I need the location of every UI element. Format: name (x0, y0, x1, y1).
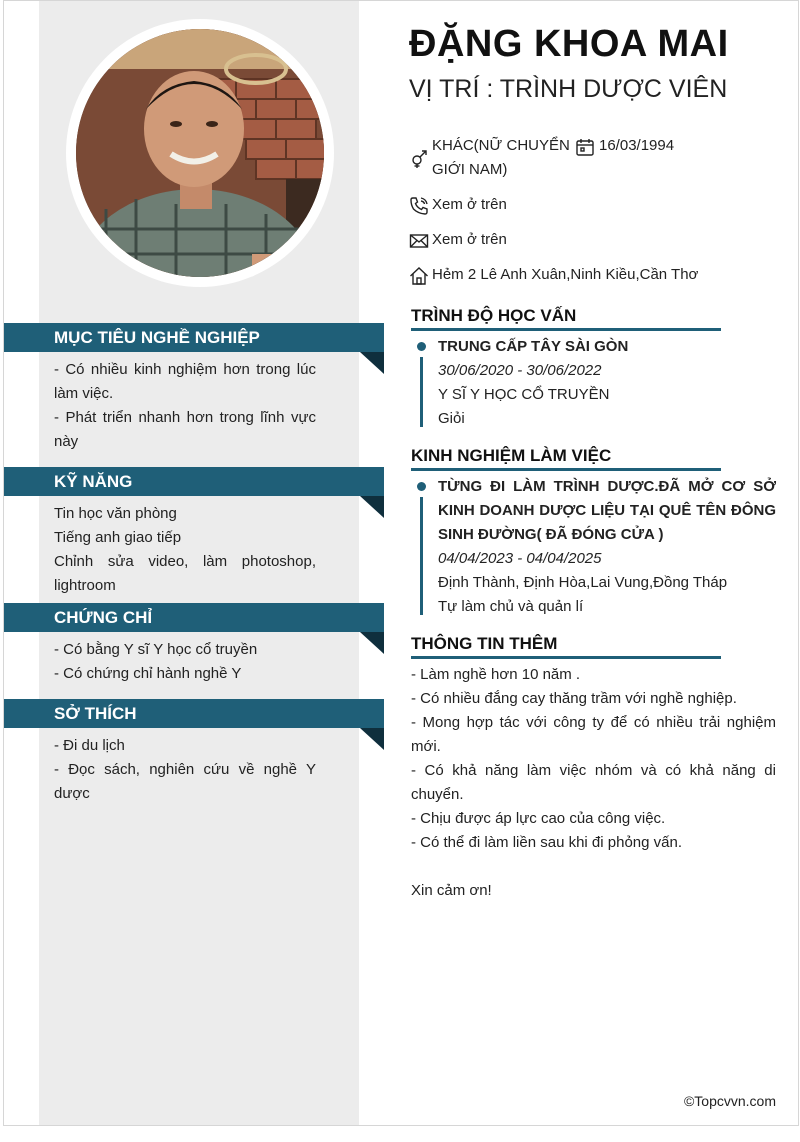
extra-line: - Có khả năng làm việc nhóm và có khả năng di chuyển. (411, 762, 776, 803)
gender-icon (409, 149, 429, 169)
timeline-line (420, 357, 423, 427)
phone-value: Xem ở trên (432, 196, 507, 213)
mail-icon (409, 231, 429, 251)
section-objective-title: MỤC TIÊU NGHỀ NGHIỆP (4, 323, 384, 352)
extra-line: - Mong hợp tác với công ty để có nhiều trải nghiệm mới. (411, 714, 776, 755)
skill-line: Tiếng anh giao tiếp (54, 529, 182, 546)
skill-line: Tin học văn phòng (54, 505, 177, 522)
copyright: ©Topcvvn.com (683, 1093, 776, 1109)
education-major: Y SĨ Y HỌC CỔ TRUYỀN (438, 386, 610, 403)
extra-info (411, 663, 776, 903)
objective-line: - Có nhiều kinh nghiệm hơn trong lúc làm việc. (54, 361, 316, 402)
section-extra-title: THÔNG TIN THÊM (411, 633, 721, 659)
calendar-icon (575, 137, 595, 157)
timeline-line (420, 497, 423, 615)
hobby-line: - Đi du lịch (54, 737, 125, 754)
gender-value: KHÁC(NỮ CHUYỂN GIỚI NAM) (432, 137, 570, 178)
certificate-line: - Có bằng Y sĩ Y học cổ truyền (54, 641, 258, 658)
candidate-name: ĐẶNG KHOA MAI (409, 23, 729, 65)
ribbon-fold (360, 496, 384, 518)
timeline-dot (417, 342, 426, 351)
experience-role: TỪNG ĐI LÀM TRÌNH DƯỢC.ĐÃ MỞ CƠ SỞ KINH DOANH DƯỢC LIỆU TẠI QUÊ TÊN ĐÔNG SINH ĐƯỜNG( ĐÃ ĐÓNG CỬA ) (438, 478, 776, 543)
objective-line: - Phát triển nhanh hơn trong lĩnh vực này (54, 409, 316, 450)
section-skills-title: KỸ NĂNG (4, 467, 384, 496)
email-value: Xem ở trên (432, 231, 507, 248)
address-value: Hẻm 2 Lê Anh Xuân,Ninh Kiều,Cần Thơ (432, 266, 699, 283)
education-grade: Giỏi (438, 410, 465, 427)
experience-entry (438, 475, 776, 619)
extra-line: - Chịu được áp lực cao của công việc. (411, 810, 666, 827)
experience-desc: Tự làm chủ và quản lí (438, 598, 584, 615)
section-hobbies (4, 699, 384, 806)
section-skills (4, 467, 384, 598)
ribbon-fold (360, 352, 384, 374)
education-school: TRUNG CẤP TÂY SÀI GÒN (438, 338, 629, 355)
home-icon (409, 266, 429, 286)
extra-blank-line (411, 855, 776, 879)
section-certificates (4, 603, 384, 686)
section-education-title: TRÌNH ĐỘ HỌC VẤN (411, 305, 721, 331)
section-certificates-title: CHỨNG CHỈ (4, 603, 384, 632)
extra-line: - Có nhiều đắng cay thăng trầm với nghề nghiệp. (411, 690, 737, 707)
cv-page (3, 0, 799, 1126)
hobby-line: - Đọc sách, nghiên cứu về nghề Y dược (54, 761, 316, 802)
phone-icon (409, 196, 429, 216)
education-entry (438, 335, 776, 431)
avatar (66, 19, 334, 287)
section-hobbies-title: SỞ THÍCH (4, 699, 384, 728)
ribbon-fold (360, 632, 384, 654)
section-experience-title: KINH NGHIỆM LÀM VIỆC (411, 445, 721, 471)
extra-line: - Có thể đi làm liền sau khi đi phỏng vấn. (411, 834, 682, 851)
timeline-dot (417, 482, 426, 491)
skill-line: Chỉnh sửa video, làm photoshop, lightroom (54, 553, 316, 594)
certificate-line: - Có chứng chỉ hành nghề Y (54, 665, 242, 682)
section-objective (4, 323, 384, 454)
ribbon-fold (360, 728, 384, 750)
avatar-photo (76, 29, 324, 277)
education-period: 30/06/2020 - 30/06/2022 (438, 362, 602, 379)
experience-place: Định Thành, Định Hòa,Lai Vung,Đồng Tháp (438, 574, 728, 591)
candidate-position: VỊ TRÍ : TRÌNH DƯỢC VIÊN (409, 75, 728, 103)
birthday-value: 16/03/1994 (599, 137, 675, 154)
experience-period: 04/04/2023 - 04/04/2025 (438, 550, 602, 567)
extra-line: - Làm nghề hơn 10 năm . (411, 666, 581, 683)
extra-thanks: Xin cảm ơn! (411, 882, 492, 899)
